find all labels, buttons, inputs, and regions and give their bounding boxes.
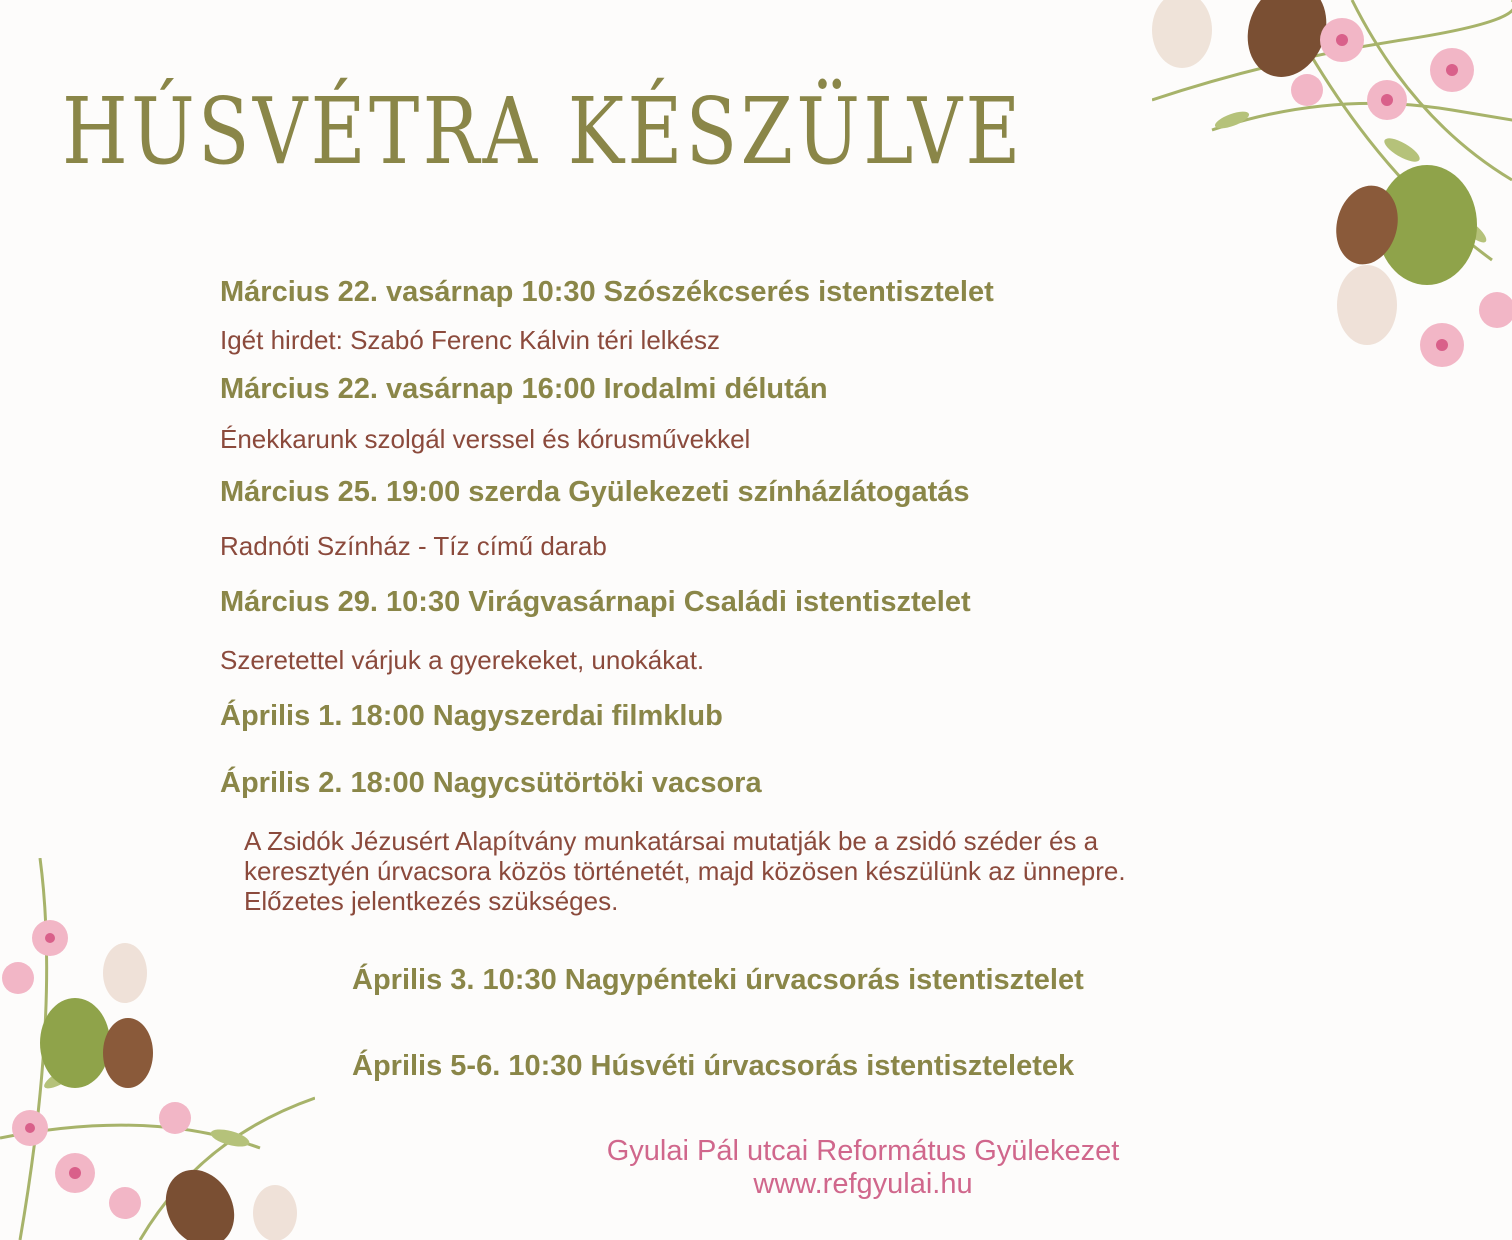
event-heading: Április 1. 18:00 Nagyszerdai filmklub [220, 700, 723, 732]
easter-decoration-bottom-left [0, 858, 315, 1240]
event-heading: Március 25. 19:00 szerda Gyülekezeti színházlátogatás [220, 476, 970, 508]
event-heading: Április 3. 10:30 Nagypénteki úrvacsorás istentisztelet [352, 964, 1084, 996]
page-title: HÚSVÉTRA KÉSZÜLVE [62, 78, 1024, 185]
event-subtitle: Radnóti Színház - Tíz című darab [220, 531, 607, 561]
footer-congregation-name: Gyulai Pál utcai Református Gyülekezet [606, 1135, 1120, 1167]
event-subtitle: Igét hirdet: Szabó Ferenc Kálvin téri lelkész [220, 325, 721, 355]
event-heading: Március 22. vasárnap 10:30 Szószékcserés istentisztelet [220, 276, 994, 308]
easter-decoration-top-right [1152, 0, 1512, 410]
event-description: A Zsidók Jézusért Alapítvány munkatársai mutatják be a zsidó széder és a keresztyén úrvacsora közös történetét, majd közösen készülünk az ünnepre. Előzetes jelentkezés szükséges. [244, 826, 1126, 916]
footer-website: www.refgyulai.hu [753, 1168, 973, 1200]
event-heading: Április 5-6. 10:30 Húsvéti úrvacsorás istentiszteletek [352, 1050, 1075, 1082]
event-heading: Március 29. 10:30 Virágvasárnapi Családi istentisztelet [220, 586, 971, 618]
event-subtitle: Szeretettel várjuk a gyerekeket, unokákat. [220, 645, 705, 675]
event-subtitle: Énekkarunk szolgál verssel és kórusművekkel [220, 424, 751, 454]
event-heading: Március 22. vasárnap 16:00 Irodalmi délután [220, 373, 828, 405]
event-heading: Április 2. 18:00 Nagycsütörtöki vacsora [220, 767, 762, 799]
